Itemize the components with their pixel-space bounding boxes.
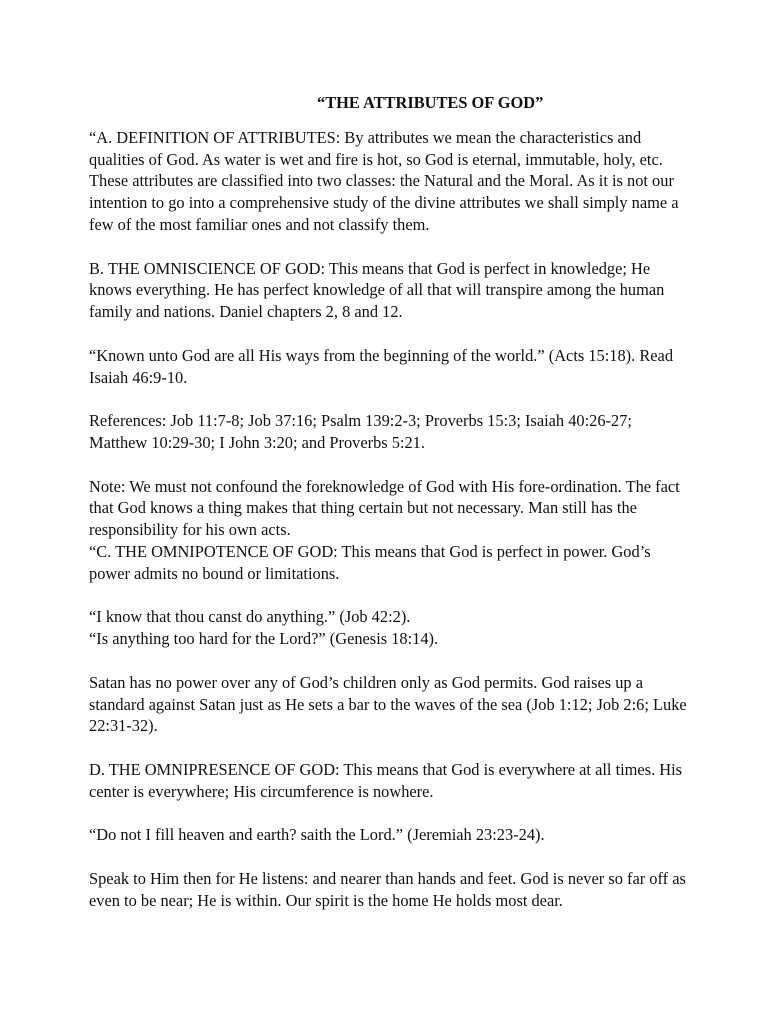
paragraph-job-quote: “I know that thou canst do anything.” (Job 42:2). — [89, 607, 411, 627]
paragraph-definition-of-attributes: “A. DEFINITION OF ATTRIBUTES: By attributes we mean the characteristics and qualities of God. As water is wet and fire is hot, so God is eternal, immutable, holy, etc. These attributes are classified into two classes: the Natural and the Moral. As it is not our intention to go into a comprehensive study of the divine attributes we shall simply name a few of the most familiar ones and not classify them. — [89, 127, 679, 234]
document-title: “THE ATTRIBUTES OF GOD” — [317, 93, 544, 112]
paragraph-acts-quote: “Known unto God are all His ways from the beginning of the world.” (Acts 15:18). Read Isaiah 46:9-10. — [89, 345, 674, 387]
paragraph-note: Note: We must not confound the foreknowledge of God with His fore-ordination. The fact that God knows a thing makes that thing certain but not necessary. Man still has the responsibility for his own acts. — [89, 476, 680, 540]
paragraph-omnipotence: “C. THE OMNIPOTENCE OF GOD: This means that God is perfect in power. God’s power admits no bound or limitations. — [89, 541, 651, 583]
paragraph-references: References: Job 11:7-8; Job 37:16; Psalm 139:2-3; Proverbs 15:3; Isaiah 40:26-27; Matthew 10:29-30; I John 3:20; and Proverbs 5:21. — [89, 411, 632, 452]
paragraph-jeremiah-quote: “Do not I fill heaven and earth? saith the Lord.” (Jeremiah 23:23-24). — [89, 825, 545, 845]
paragraph-omnipresence: D. THE OMNIPRESENCE OF GOD: This means that God is everywhere at all times. His center is everywhere; His circumference is nowhere. — [89, 759, 683, 801]
document-page — [89, 92, 689, 911]
paragraph-omniscience: B. THE OMNISCIENCE OF GOD: This means that God is perfect in knowledge; He knows everything. He has perfect knowledge of all that will transpire among the human family and nations. Daniel chapters 2, 8 and 12. — [89, 258, 665, 322]
paragraph-satan: Satan has no power over any of God’s children only as God permits. God raises up a standard against Satan just as He sets a bar to the waves of the sea (Job 1:12; Job 2:6; Luke 22:31-32). — [89, 672, 687, 736]
paragraph-genesis-quote: “Is anything too hard for the Lord?” (Genesis 18:14). — [89, 629, 439, 649]
paragraph-speak-to-him: Speak to Him then for He listens: and nearer than hands and feet. God is never so far off as even to be near; He is within. Our spirit is the home He holds most dear. — [89, 868, 686, 910]
